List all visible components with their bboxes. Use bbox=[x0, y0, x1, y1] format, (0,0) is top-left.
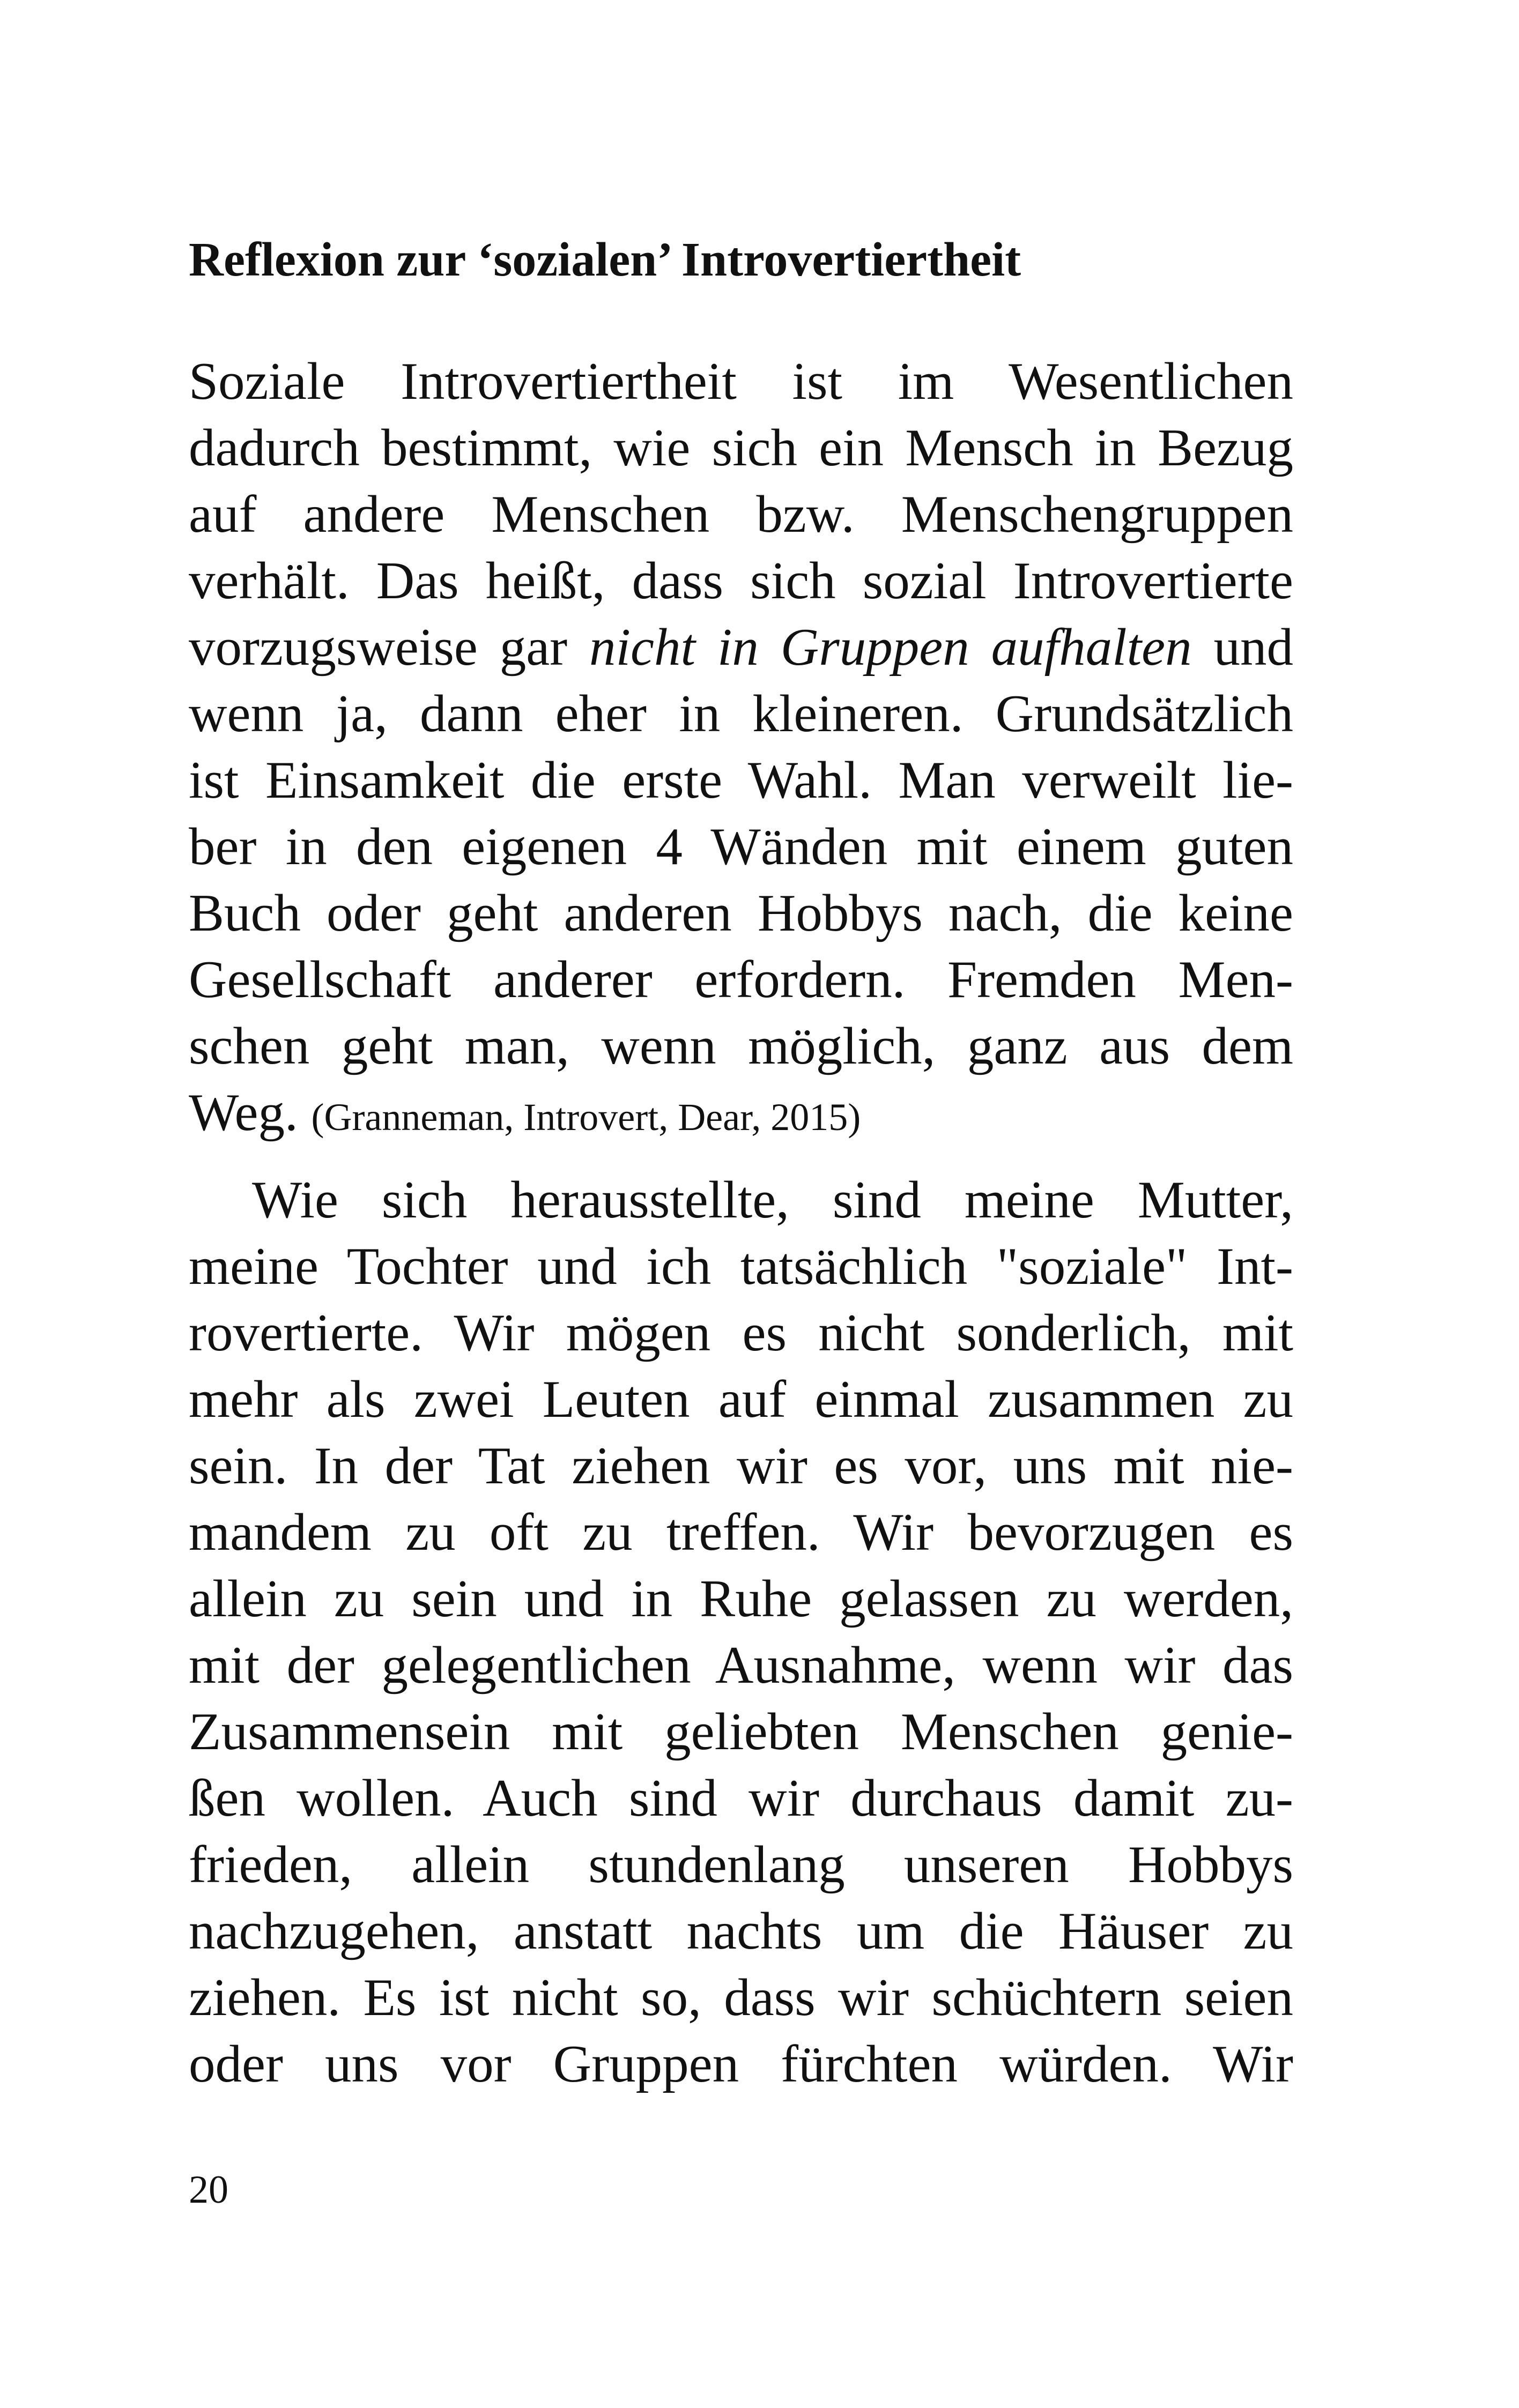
paragraph-1-line-6: wenn ja, dann eher in kleineren. Grundsätzlich bbox=[189, 685, 1293, 743]
paragraph-2-line-9: Zusammensein mit geliebten Menschen genie- bbox=[189, 1703, 1293, 1761]
paragraph-2-line-6: mandem zu oft zu treffen. Wir bevorzugen es bbox=[189, 1503, 1293, 1562]
paragraph-1-line-5 bbox=[189, 614, 1293, 681]
paragraph-1-line-7: ist Einsamkeit die erste Wahl. Man verweilt lie- bbox=[189, 751, 1293, 809]
paragraph-1-line-8: ber in den eigenen 4 Wänden mit einem guten bbox=[189, 817, 1293, 876]
paragraph-2-line-7: allein zu sein und in Ruhe gelassen zu werden, bbox=[189, 1570, 1293, 1628]
paragraph-1-line-9: Buch oder geht anderen Hobbys nach, die keine bbox=[189, 884, 1293, 942]
paragraph-2-line-10: ßen wollen. Auch sind wir durchaus damit zu- bbox=[189, 1769, 1293, 1827]
paragraph-2-line-8: mit der gelegentlichen Ausnahme, wenn wir das bbox=[189, 1636, 1293, 1694]
paragraph-1-line-2: dadurch bestimmt, wie sich ein Mensch in Bezug bbox=[189, 419, 1293, 477]
paragraph-1-line-12 bbox=[189, 1080, 1293, 1146]
line-12-text: Weg. bbox=[189, 1083, 312, 1142]
section-heading: Reflexion zur ‘sozialen’ Introvertiertheit bbox=[189, 233, 1021, 286]
paragraph-1-line-11: schen geht man, wenn möglich, ganz aus dem bbox=[189, 1017, 1293, 1075]
paragraph-2-line-14: oder uns vor Gruppen fürchten würden. Wir bbox=[189, 2035, 1293, 2093]
italic-emphasis: nicht in Gruppen aufhalten bbox=[589, 618, 1192, 677]
paragraph-2-line-2: meine Tochter und ich tatsächlich "soziale" Int- bbox=[189, 1237, 1293, 1296]
paragraph-2-line-5: sein. In der Tat ziehen wir es vor, uns mit nie- bbox=[189, 1437, 1293, 1495]
paragraph-2-line-11: frieden, allein stundenlang unseren Hobbys bbox=[189, 1835, 1293, 1894]
paragraph-1-line-4: verhält. Das heißt, dass sich sozial Introvertierte bbox=[189, 552, 1293, 610]
paragraph-1-line-1: Soziale Introvertiertheit ist im Wesentlichen bbox=[189, 352, 1293, 411]
paragraph-1-line-10: Gesellschaft anderer erfordern. Fremden Men- bbox=[189, 950, 1293, 1009]
paragraph-2-line-3: rovertierte. Wir mögen es nicht sonderlich, mit bbox=[189, 1304, 1293, 1362]
paragraph-2-line-4: mehr als zwei Leuten auf einmal zusammen zu bbox=[189, 1370, 1293, 1429]
paragraph-2-line-13: ziehen. Es ist nicht so, dass wir schüchtern seien bbox=[189, 1968, 1293, 2027]
citation: (Granneman, Introvert, Dear, 2015) bbox=[311, 1096, 861, 1139]
page-number: 20 bbox=[189, 2168, 228, 2212]
paragraph-2-line-12: nachzugehen, anstatt nachts um die Häuser zu bbox=[189, 1902, 1293, 1960]
paragraph-1-line-3: auf andere Menschen bzw. Menschengruppen bbox=[189, 485, 1293, 544]
paragraph-2-line-1: Wie sich herausstellte, sind meine Mutter, bbox=[252, 1171, 1293, 1229]
line-5-text-before: vorzugsweise gar bbox=[189, 618, 590, 677]
line-5-text-after: und bbox=[1191, 618, 1293, 677]
